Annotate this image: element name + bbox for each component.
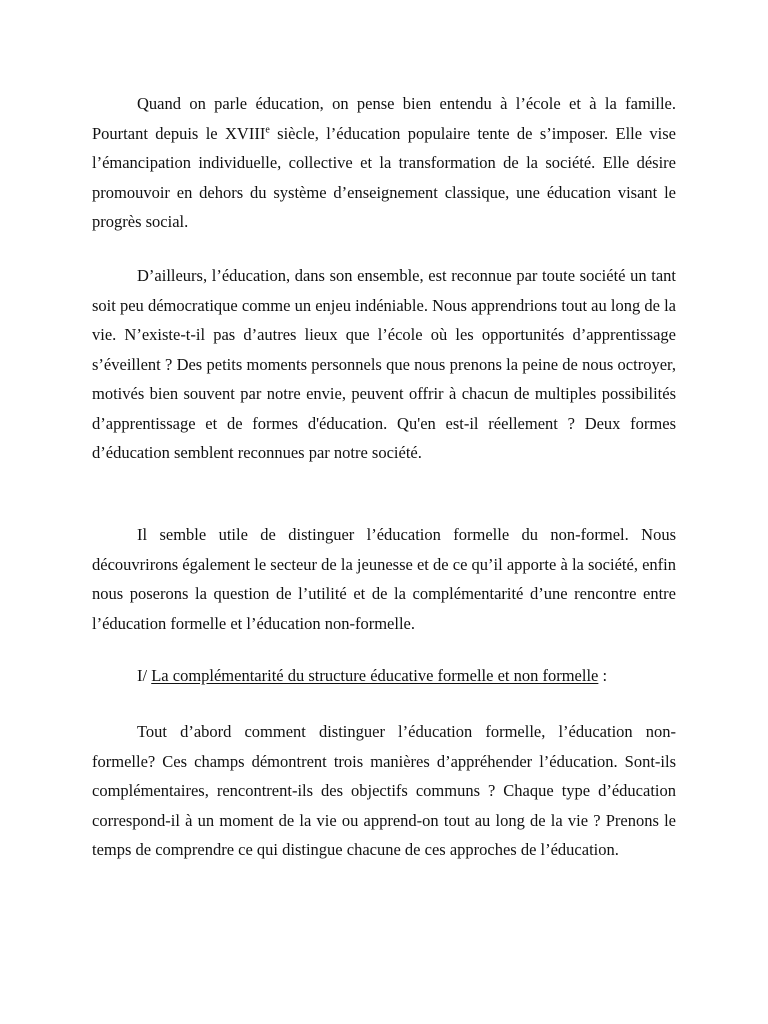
section-heading-title: La complémentarité du structure éducative formelle et non formelle — [151, 666, 599, 685]
paragraph-intro-text-start: Quand on parle éducation, on pense bien entendu à l’école et à la famille. Pourtant depuis le XVIII — [92, 94, 676, 143]
century-superscript: e — [265, 124, 270, 135]
section-heading-number: I/ — [137, 666, 152, 685]
paragraph-distinguish: Tout d’abord comment distinguer l’éducation formelle, l’éducation non-formelle? Ces champs démontrent trois manières d’appréhender l’éducation. Sont-ils complémentaires, rencontrent-ils des objectifs communs ? Chaque type d’éducation correspond-il à un moment de la vie ou apprend-on tout au long de la vie ? Prenons le temps de comprendre ce qui distingue chacune de ces approches de l’éducation. — [92, 722, 676, 859]
paragraph-intro — [92, 89, 676, 237]
paragraph-education-society: D’ailleurs, l’éducation, dans son ensemble, est reconnue par toute société un tant soit peu démocratique comme un enjeu indéniable. Nous apprendrions tout au long de la vie. N’existe-t-il pas d’autres lieux que l’école où les opportunités d’apprentissage s’éveillent ? Des petits moments personnels que nous prenons la peine de nous octroyer, motivés bien souvent par notre envie, peuvent offrir à chacun de multiples possibilités d’apprentissage et de formes d'éducation. Qu'en est-il réellement ? Deux formes d’éducation semblent reconnues par notre société. — [92, 266, 676, 462]
paragraph-intro-text-end: siècle, l’éducation populaire tente de s’imposer. Elle vise l’émancipation individuelle, collective et la transformation de la société. Elle désire promouvoir en dehors du système d’enseignement classique, une éducation visant le progrès social. — [92, 123, 677, 231]
section-heading-suffix: : — [598, 666, 608, 685]
paragraph-formal-nonformal: Il semble utile de distinguer l’éducation formelle du non-formel. Nous découvrirons également le secteur de la jeunesse et de ce qu’il apporte à la société, enfin nous poserons la question de l’utilité et de la complémentarité d’une rencontre entre l’éducation formelle et l’éducation non-formelle. — [92, 525, 676, 633]
section-heading — [92, 661, 676, 691]
